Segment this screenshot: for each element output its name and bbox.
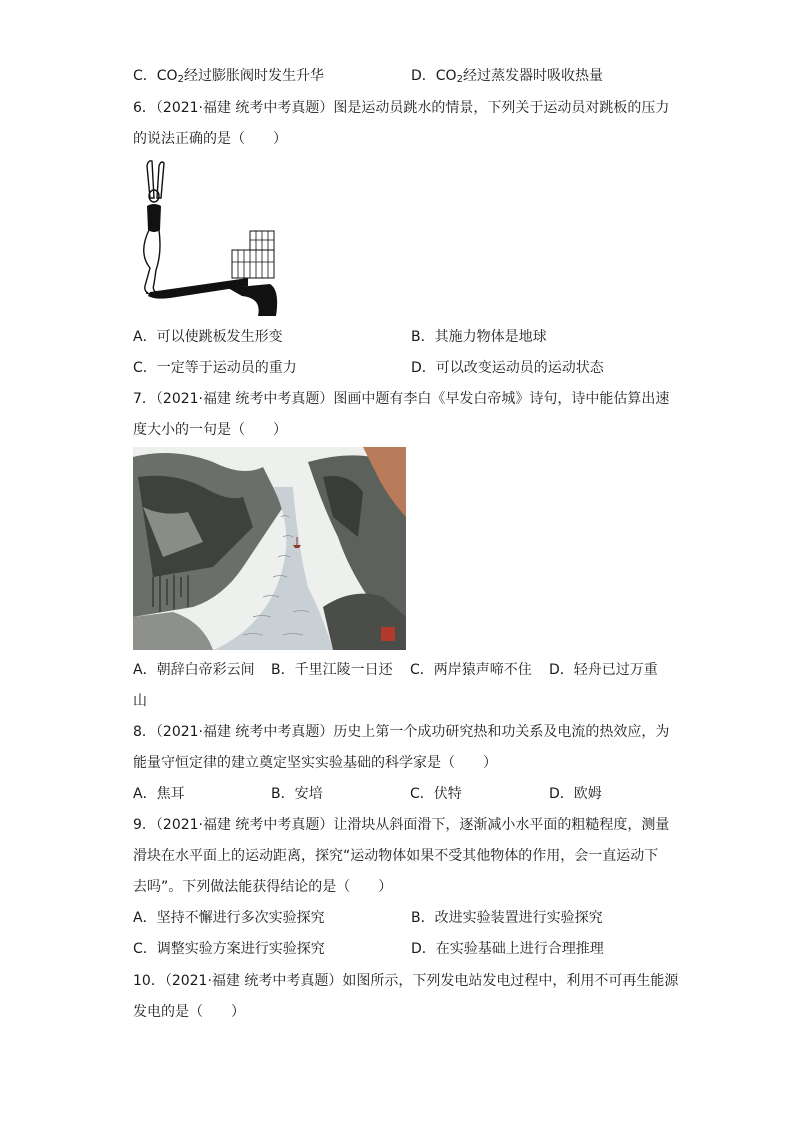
q7-stem-line2: 度大小的一句是（ ） bbox=[133, 422, 287, 438]
q7-option-c: C．两岸猿声啼不住 bbox=[410, 662, 532, 678]
q7-option-b: B．千里江陵一日还 bbox=[271, 662, 393, 678]
q9-stem-line3: 去吗”。下列做法能获得结论的是（ ） bbox=[133, 879, 393, 895]
q6-option-d: D．可以改变运动员的运动状态 bbox=[411, 360, 604, 376]
q7-stem-line1: 7．（2021·福建 统考中考真题）图画中题有李白《早发白帝城》诗句，诗中能估算出速 bbox=[133, 391, 670, 407]
q8-stem-line1: 8．（2021·福建 统考中考真题）历史上第一个成功研究热和功关系及电流的热效应，为 bbox=[133, 724, 670, 740]
q6-stem-line2: 的说法正确的是（ ） bbox=[133, 131, 287, 147]
q9-option-a: A．坚持不懈进行多次实验探究 bbox=[133, 910, 325, 926]
q9-option-d: D．在实验基础上进行合理推理 bbox=[411, 941, 604, 957]
q9-stem-line1: 9．（2021·福建 统考中考真题）让滑块从斜面滑下，逐渐减小水平面的粗糙程度，测量 bbox=[133, 817, 670, 833]
q6-option-a: A．可以使跳板发生形变 bbox=[133, 329, 283, 345]
q6-stem-line1: 6．（2021·福建 统考中考真题）图是运动员跳水的情景，下列关于运动员对跳板的压力 bbox=[133, 100, 670, 116]
q10-stem-line1: 10．（2021·福建 统考中考真题）如图所示，下列发电站发电过程中，利用不可再生能源 bbox=[133, 973, 679, 989]
q8-option-b: B．安培 bbox=[271, 786, 323, 802]
q8-option-c: C．伏特 bbox=[410, 786, 462, 802]
diver-on-springboard-figure bbox=[130, 158, 282, 318]
q6-option-c: C．一定等于运动员的重力 bbox=[133, 360, 297, 376]
q9-option-c: C．调整实验方案进行实验探究 bbox=[133, 941, 325, 957]
q7-option-d: D．轻舟已过万重 bbox=[549, 662, 658, 678]
q8-option-a: A．焦耳 bbox=[133, 786, 185, 802]
q8-stem-line2: 能量守恒定律的建立奠定坚实实验基础的科学家是（ ） bbox=[133, 755, 497, 771]
chinese-landscape-painting bbox=[133, 447, 406, 650]
q7-option-d-wrap: 山 bbox=[133, 693, 147, 709]
q9-option-b: B．改进实验装置进行实验探究 bbox=[411, 910, 603, 926]
q5-option-d: D．$CO_2$经过蒸发器时吸收热量 bbox=[411, 68, 603, 85]
q9-stem-line2: 滑块在水平面上的运动距离，探究“运动物体如果不受其他物体的作用，会一直运动下 bbox=[133, 848, 659, 864]
q6-option-b: B．其施力物体是地球 bbox=[411, 329, 547, 345]
q10-stem-line2: 发电的是（ ） bbox=[133, 1004, 245, 1020]
q8-option-d: D．欧姆 bbox=[549, 786, 602, 802]
q7-option-a: A．朝辞白帝彩云间 bbox=[133, 662, 255, 678]
q5-option-c: C．$CO_2$经过膨胀阀时发生升华 bbox=[133, 68, 324, 85]
